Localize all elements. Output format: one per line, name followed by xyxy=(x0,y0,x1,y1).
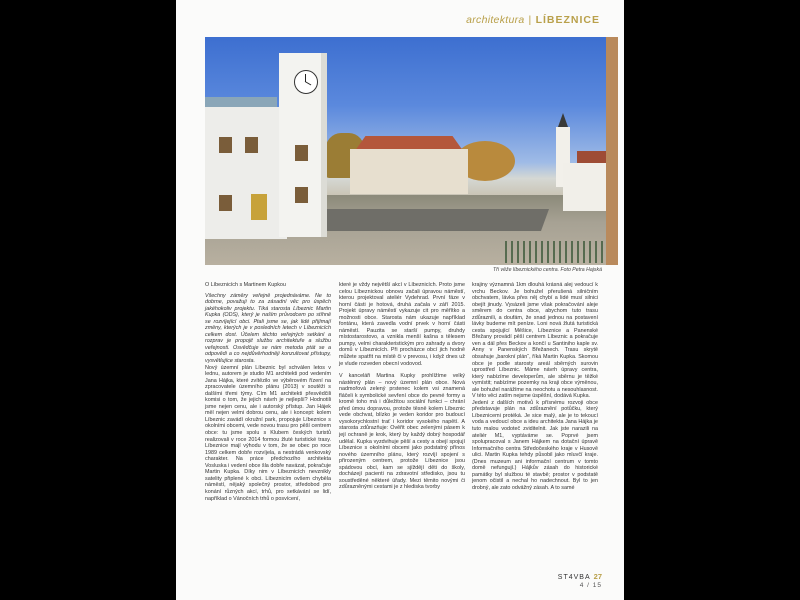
article-lead: O Líbeznicích s Martinem Kupkou xyxy=(205,282,286,288)
magazine-page xyxy=(176,0,624,600)
clock-face xyxy=(294,70,318,94)
issue-number: 4 / 15 xyxy=(579,582,602,589)
section-label: architektura xyxy=(466,14,525,26)
place-title: LÍBEZNICE xyxy=(535,14,600,26)
paragraph: Jedení z dalších motivů k přísnému rozvoji obce představuje plán na zdůraznění potůčku, který Líbeznicemi protéká. Je sice malý, ale je to tekoucí voda a vedoucí obce a ideu architekta Jana Hájka je tuto malou vodoteč zviditelnit. Jak jste narazili na ateliér M1, vyptáváme se. Poprvé jsem spolupracoval s Janem Hájkem na dotační úpravě Informačního centra Středočeského kraje v Husově ulici. Martin Kupka tehdy působil jako mluvčí kraje. (Dnes muzeum ani informační centrum v tomto domě nefungují.) Hájkův zásah do historické památky byl službou té stavbě; prostor v podstatě jenom očistil a nechal ho nadechnout. Byl to jen drobný, ale zato odvážný zásah. A to samé xyxy=(472,399,598,491)
text-column-3 xyxy=(472,282,598,492)
paragraph: které je vždy největší akcí v Líbeznicích. Proto jsme celou Líbeznickou obnovu začali úpravou náměstí, kterou projektoval ateliér Vydehrad. První fáze v horní části je hotová, druhá začala v září 2015. Projekt úpravy náměstí vykazuje cit pro měřítko a možnosti obce. Starosta nám ukazuje například fontánu, která zavedla vodní prvek v horní části náměstí. Pauzita se starší pumpy, druhdy místostarostovo, a vznikla menší kašna s tělesem pumpy, velmi charakteristickým pro zahrady a dvory domů v Líbeznicích. Při procházce obcí jich hodně můžete spatřit na místě či v prevosu, i když dnes už je vlude rozveden obecní vodovod. xyxy=(339,282,465,367)
page-header xyxy=(466,14,600,26)
page-footer xyxy=(558,571,602,590)
photo-caption: Tři věže líbeznického centra. Foto Petra Hajská xyxy=(493,267,602,273)
header-separator: | xyxy=(528,14,532,26)
paragraph: Všechny záměry veřejně projednáváme. Ne to dobrne, považuji to za zásadní věc pro úspěch jakéhokoliv projektu. Tiká starosta Líbeznic Martin Kupka (ODS), který je naším průvodcem po stíhně se rozvíjející obci. Ptali jsme se, jak lidé přijímají změny, kterých je v posledních letech v Líbeznicích celkem dost. Účelem těchto veřejných setkání a rozprav je propojit službu architektuře a službu veřejnosti. Osvědčuje se nám metoda ptát se a odpovědi a co nejdůvěrhodněji konzultovat přístupy, vysvětlujíce starosta. xyxy=(205,292,331,365)
paragraph: V kanceláři Martina Kupky prohlížíme velký nástěnný plán – nový územní plán obce. Nová nadmořová zelený prstenec kolem vsi znamená fláčeli k symbolické sevření obce do pevné formy a kromě toho má i důležitou sociální funkci – chrání před úmou dopravou, protože těsně kolem Líbeznic vede obchvat, blízko je veden koridor pro budoucí vysokorychlostní trať i koridor vysokého napětí. A starosta zdůrazňuje: Ověřit obec zelenými pásem k její ochraně je krok, který by každý dobrý hospodář udělal. Kupka vyzdvihuje pěší a cesty a obejí spojují Líbeznice s okolními obcemi jako podstatný přínos nového územního plánu, který rozvíjí spojení s přirozeným centrem, protože Líbeznice jsou spádovou obcí, kam se sjíždějí děti do školy, docházejí pacienti na zdravotní středisko, jsou tu soustředěné některé úřady. Mezi těmito novými či zdůrazněnými cestami je z hlediska tvorby xyxy=(339,373,465,491)
article-photo xyxy=(205,37,618,265)
page-number: 27 xyxy=(593,572,602,581)
paragraph: krajiny významná 1km dlouhá krásná alej vedoucí k vrchu Beckov. Je bohužel přerušená silničním obchvatem, lávka přes něj chybí a lidé musí silnici obejít jinudy. Vysázeli jsme však pokračování aleje směrem do centra obce, abychom tuto trasu zdůraznili, a doufám, že snad jednou na postavení lávky budeme mít peníze. Loni nová žlutá turistická cesta spojující Měšice, Líbeznice a Panenské Břežany provádí pěší centrem Líbeznic a pokračuje ven a dál přes Beckov a končí u Santiniho kaple sv. Anny v Panenských Břežanech. Trasu skrytě obsahuje „barokní plán“, říká Martin Kupka. Skomou obce je podle starosty areál sběrných surovin uprostřed Líbeznic. Máme návrh úpravy centra, který nabízíme developerům, ale sběrnu je těžké vymístit; nabízíme pozemky na kraji obce výměnou, ale bohužel narážíme na neochotu a nesouhlasnost. V této věci zatím nejsme úspěšní, dodává Kupka. xyxy=(472,282,598,400)
text-column-1 xyxy=(205,282,331,502)
paragraph: Nový územní plán Líbeznic byl schválen letos v lednu, autorem je studio M1 architekti pod vedením Jana Hájka, které zvítězilo ve výběrovém řízení na zpracovatele územního plánu (2013) v soutěži s dalšími třemi týmy. Cím M1 architekti přesvědčili komisi o tom, že jejich návrh je nejlepší? Hodnotili jsme nejen cenu, ale i autorský přístup. Jan Hájek měl nejen velmi dobrou cenu, ale i koncept: kolem Líbeznic zavádí okružní park, propojuje Líbeznice s okolními obcemi, vede novou trasu pro pěší centrem obce: tu jsme spolu s Klubem českých turistů realizovali v roce 2014 formou žluté turistické trasy. Líbeznice mají výhodu v tom, že se obec po roce 1989 celkem dobře rozvíjela, a nestrádá venkovský charakter. Na práce předchozího architekta Vosluska i vedení obce šla dobře navázat, pokračuje Martin Kupka. Díky nim v Líbeznicích nevznikly satelity připlené k obci. Líbeznicím ovšem chyběla náměstí, nějaký společný prostor, středobod pro konání různých akcí, trhů, pro setkávání se lidí, například o Vánočních trhů o posvícení, xyxy=(205,364,331,502)
magazine-name: ST4VBA xyxy=(557,574,591,581)
text-column-2 xyxy=(339,282,465,491)
